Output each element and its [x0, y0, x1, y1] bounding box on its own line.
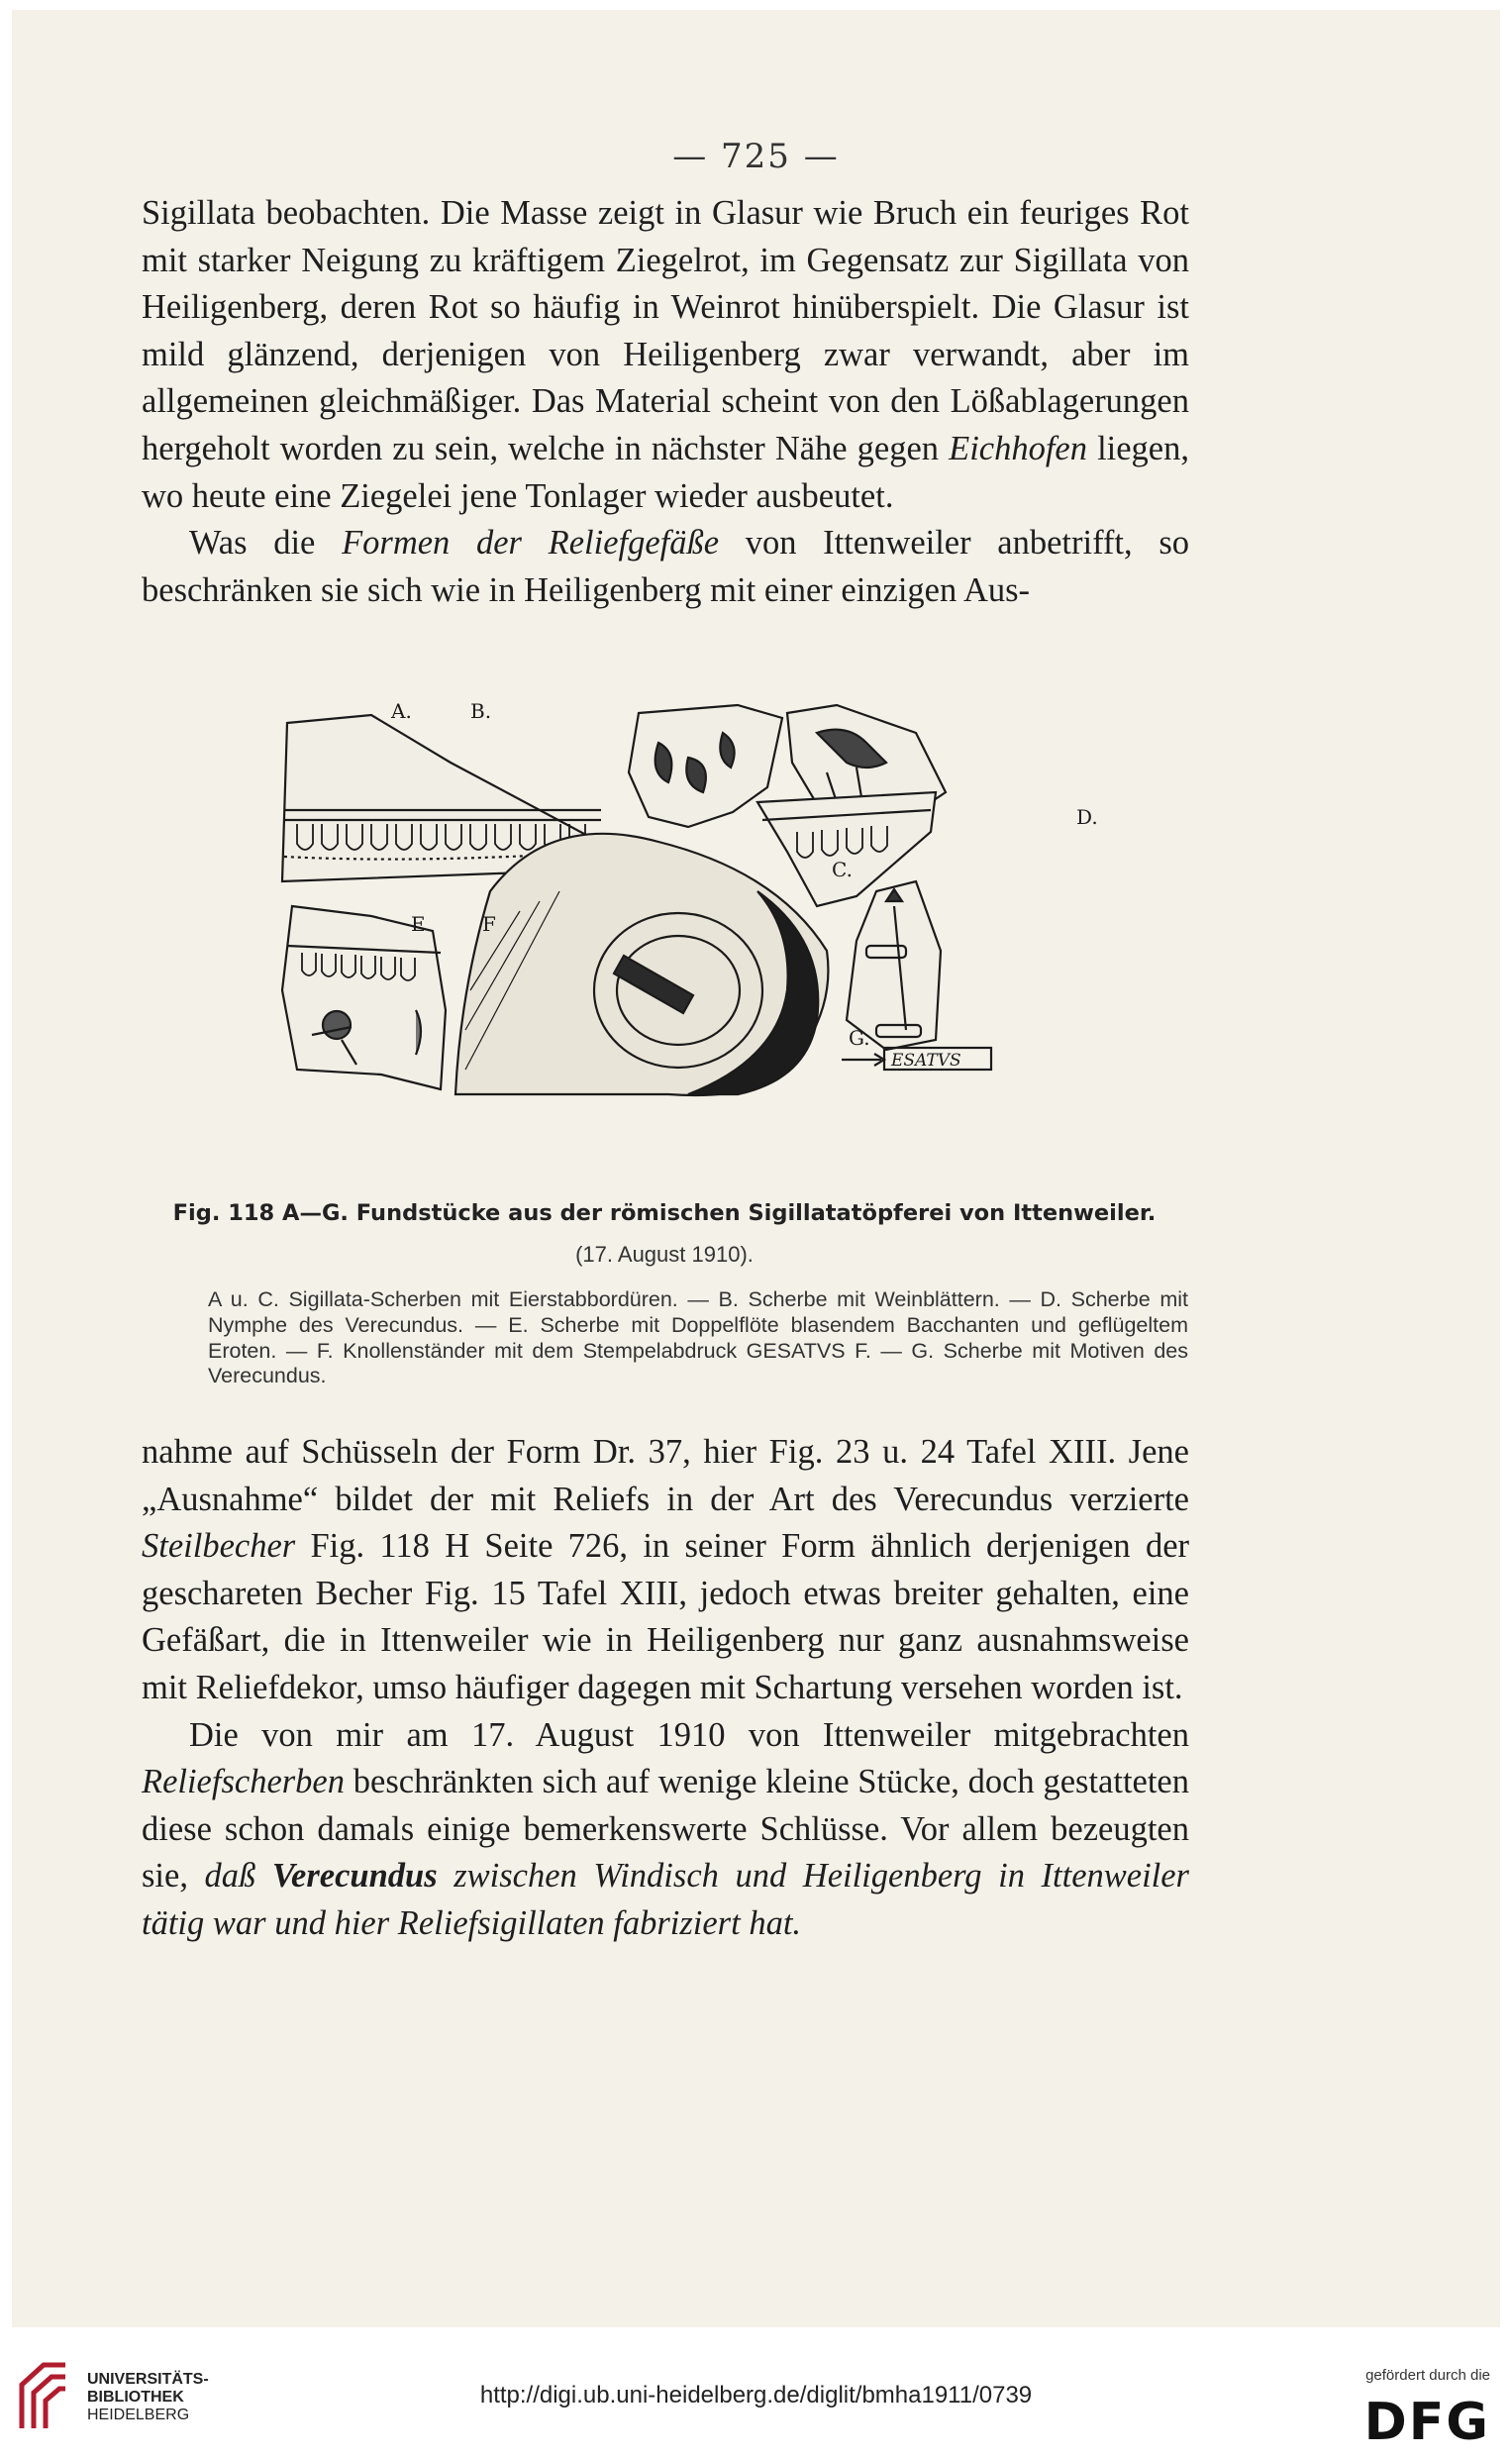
footer-bar [0, 2327, 1512, 2460]
label-g: G. [849, 1026, 870, 1050]
paragraph-3-end: Fig. 118 H Seite 726, in seiner Form ähnlich derjenigen der geschareten Becher Fig. 15 Tafel XIII, jedoch etwas breiter gehalten, eine Gefäßart, die in Ittenweiler wie in Heiligenberg nur ganz ausnahmsweise mit Reliefdekor, umso häufiger dagegen mit Schartung versehen worden ist. [142, 1527, 1189, 1706]
paragraph-1-italic: Eichhofen [949, 429, 1087, 467]
paragraph-4-italic-1: Reliefscherben [142, 1763, 345, 1801]
paragraph-4-start: Die von mir am 17. August 1910 von Ittenweiler mitgebrachten [189, 1715, 1189, 1754]
paragraph-4-italic-2: daß [204, 1857, 256, 1896]
paragraph-1-end: liegen, wo heute eine Ziegelei jene Tonlager wieder ausbeutet. [142, 429, 1189, 515]
dfg-logo[interactable]: DFG [1363, 2393, 1490, 2452]
label-e: E [411, 912, 426, 936]
paragraph-1 [142, 190, 1189, 614]
label-c: C. [832, 858, 853, 881]
page-number: — 725 — [672, 137, 840, 176]
label-a: A. [391, 699, 412, 723]
label-b: B. [470, 699, 492, 723]
paragraph-2-start: Was die [189, 524, 343, 563]
paragraph-3-italic: Steilbecher [142, 1527, 296, 1566]
figure-caption-date: (17. August 1910). [575, 1242, 754, 1267]
paragraph-4-bold: Verecundus [271, 1857, 438, 1896]
figure-legend: A u. C. Sigillata-Scherben mit Eierstabbordüren. — B. Scherbe mit Weinblättern. — D. Scherbe mit Nymphe des Verecundus. — E. Scherbe mit Doppelflöte blasendem Bacchanten und geflügeltem Eroten. — F. Knollenständer mit dem Stempelabdruck GESATVS F. — G. Scherbe mit Motiven des Verecundus. [208, 1287, 1188, 1388]
figure-118-drawing [223, 693, 1129, 1193]
permalink-url[interactable]: http://digi.ub.uni-heidelberg.de/diglit/bmha1911/0739 [479, 2382, 1033, 2409]
paragraph-4-mid: beschränkten sich auf wenige kleine Stücke, doch gestatteten diese schon damals einige bemerkenswerte Schlüsse. Vor allem bezeugten sie, [142, 1763, 1189, 1896]
paragraph-4-italic-3: zwischen Windisch und Heiligenberg in Ittenweiler tätig war und hier Reliefsigillaten fabriziert hat. [142, 1857, 1189, 1942]
label-f: F [482, 912, 496, 936]
paragraph-1-text: Sigillata beobachten. Die Masse zeigt in Glasur wie Bruch ein feuriges Rot mit starker Neigung zu kräftigem Ziegelrot, im Gegensatz zur Sigillata von Heiligenberg, deren Rot so häufig in Weinrot hinüberspielt. Die Glasur ist mild glänzend, derjenigen von Heiligenberg zwar verwandt, aber im allgemeinen gleichmäßiger. Das Material scheint von den Lößablagerungen hergeholt worden zu sein, welche in nächster Nähe gegen [142, 194, 1189, 467]
label-d: D. [1076, 805, 1098, 829]
label-stamp: ESATVS [891, 1051, 961, 1071]
knollenstaender-f [455, 834, 828, 1095]
paragraph-3 [142, 1429, 1189, 1948]
paragraph-2-end: von Ittenweiler anbetrifft, so beschränken sie sich wie in Heiligenberg mit einer einzigen Aus- [142, 524, 1189, 609]
paragraph-3-text: nahme auf Schüsseln der Form Dr. 37, hier Fig. 23 u. 24 Tafel XIII. Jene „Ausnahme“ bildet der mit Reliefs in der Art des Verecundus verzierte [142, 1433, 1189, 1518]
paragraph-2-italic: Formen der Reliefgefäße [342, 524, 720, 563]
university-library-name: UNIVERSITÄTS- BIBLIOTHEK HEIDELBERG [87, 2371, 209, 2423]
funding-note: gefördert durch die [1365, 2367, 1490, 2384]
sherd-b [629, 705, 782, 827]
figure-caption-title: Fig. 118 A—G. Fundstücke aus der römischen Sigillatatöpferei von Ittenweiler. [172, 1200, 1157, 1226]
sherd-g [847, 881, 941, 1050]
